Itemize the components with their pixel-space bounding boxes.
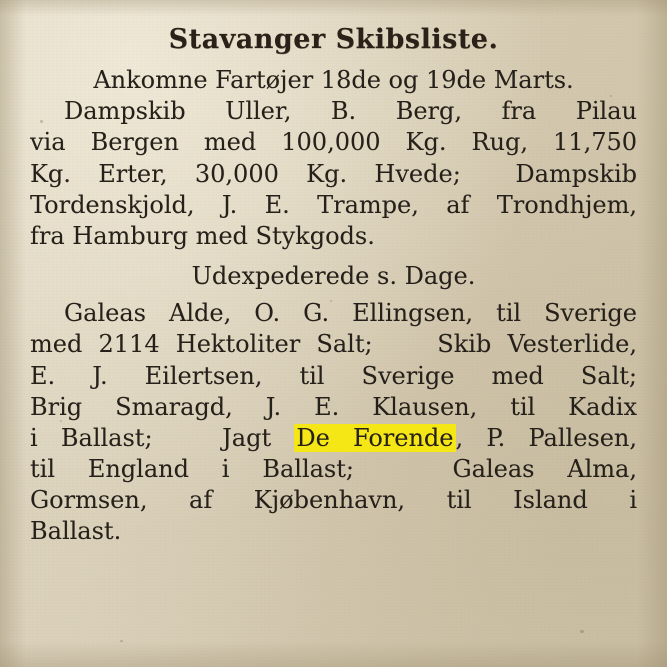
paper-speck [120, 640, 123, 642]
paragraph-arrivals [30, 96, 637, 252]
article-headline: Stavanger Skibsliste. [168, 24, 499, 55]
paragraph-departures [30, 298, 637, 548]
paragraph-line: via Bergen med 100,000 Kg. Rug, 11,750 [30, 128, 637, 157]
paragraph-line: Kg. Erter, 30,000 Kg. Hvede; Dampskib [30, 159, 637, 188]
paragraph-line: Tordenskjold, J. E. Trampe, af Trondhjem, [30, 190, 637, 219]
paper-speck [580, 630, 584, 633]
article-subheading: Udexpederede s. Dage. [191, 262, 476, 291]
paragraph-line: fra Hamburg med Stykgods. [30, 221, 375, 250]
line-text-after-highlight: , P. Pallesen, [455, 423, 638, 452]
paragraph-line: Brig Smaragd, J. E. Klausen, til Kadix [30, 392, 637, 421]
paragraph-line: Galeas Alde, O. G. Ellingsen, til Sverige [64, 299, 637, 328]
line-text-before-highlight: i Ballast; Jagt [30, 423, 295, 452]
paragraph-line: Dampskib Uller, B. Berg, fra Pilau [64, 97, 637, 126]
paragraph-line: Gormsen, af Kjøbenhavn, til Island i [30, 486, 637, 515]
page-edge-shadow-bottom [0, 641, 667, 667]
highlighted-vessel-name: De Forende [296, 423, 454, 452]
paragraph-line: Ballast. [30, 517, 122, 546]
paragraph-line: med 2114 Hektoliter Salt; Skib Vesterlide, [30, 330, 637, 359]
article-intro-line: Ankomne Fartøjer 18de og 19de Marts. [93, 66, 574, 94]
paragraph-line: E. J. Eilertsen, til Sverige med Salt; [30, 361, 637, 390]
paragraph-line-highlighted [30, 423, 637, 454]
paragraph-line: til England i Ballast; Galeas Alma, [30, 455, 637, 484]
